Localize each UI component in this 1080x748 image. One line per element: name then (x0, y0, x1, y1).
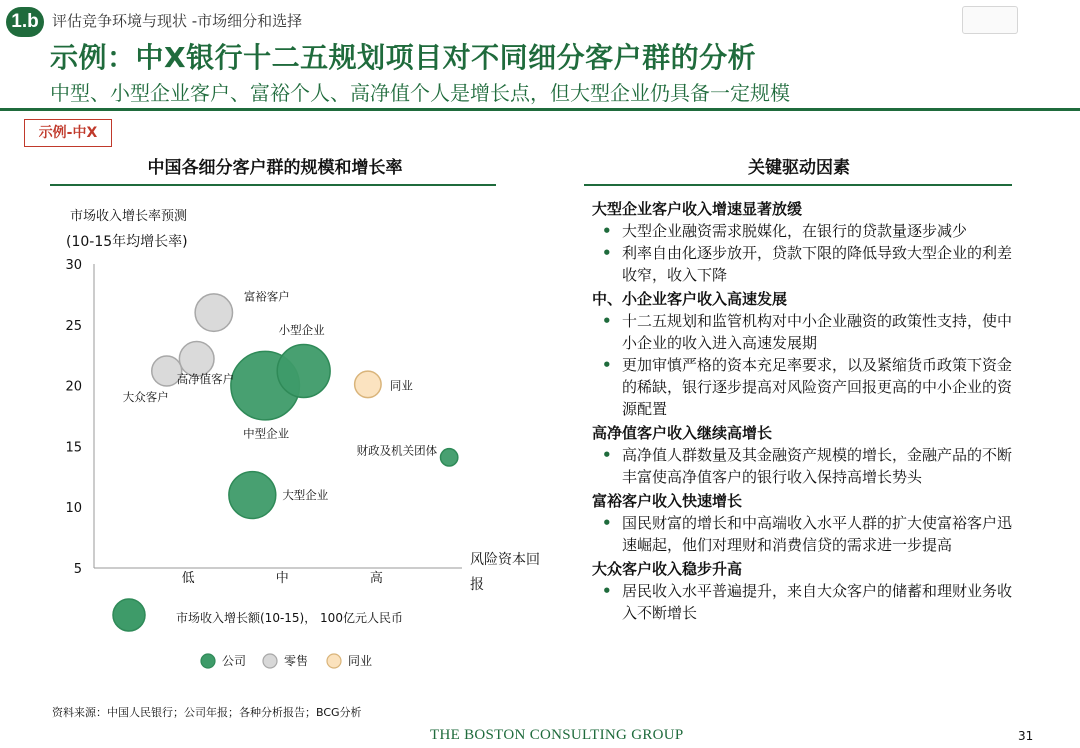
drivers-list (592, 196, 1017, 624)
driver-section-title: 富裕客户收入快速增长 (592, 492, 743, 510)
y-tick-label: 30 (65, 258, 82, 273)
bubble-label: 同业 (389, 378, 413, 393)
x-tick-label: 高 (369, 571, 383, 586)
driver-section-title: 高净值客户收入继续高增长 (592, 424, 773, 442)
bullet-dot-icon: • (602, 446, 612, 464)
legend-swatch (327, 654, 341, 668)
corner-placeholder (962, 6, 1018, 34)
x-tick-label: 低 (181, 571, 195, 586)
legend-swatch (263, 654, 277, 668)
size-legend-label: 市场收入增长额(10-15)， 100亿元人民币 (176, 611, 403, 625)
legend-swatch (201, 654, 215, 668)
bullet-dot-icon: • (602, 244, 612, 262)
bubble-label: 大型企业 (282, 488, 329, 503)
bullet-dot-icon: • (602, 356, 612, 374)
bubble-label: 财政及机关团体 (356, 443, 438, 458)
breadcrumb: 评估竞争环境与现状 -市场细分和选择 (52, 12, 303, 30)
driver-bullet (592, 220, 1017, 242)
bubble-label: 富裕客户 (243, 289, 290, 304)
y-tick-label: 25 (65, 318, 82, 334)
page-number: 31 (1018, 729, 1034, 743)
bubble-label: 小型企业 (278, 323, 325, 338)
driver-section-title: 大型企业客户收入增速显著放缓 (592, 200, 803, 218)
y-axis-label-line2: (10-15年均增长率) (66, 234, 188, 250)
bullet-dot-icon: • (602, 514, 612, 532)
chart-heading-rule (50, 184, 496, 186)
bubble (441, 449, 458, 466)
driver-bullet (592, 354, 1017, 420)
bubble (355, 371, 381, 397)
bubble (195, 294, 232, 331)
driver-bullet (592, 310, 1017, 354)
driver-section-title: 中、小企业客户收入高速发展 (592, 290, 788, 308)
legend-label: 零售 (284, 654, 309, 668)
x-tick-label: 中 (275, 571, 289, 586)
driver-bullet (592, 444, 1017, 488)
driver-bullet-text: 居民收入水平普遍提升，来自大众客户的储蓄和理财业务收入不断增长 (622, 582, 1013, 622)
y-tick-label: 15 (65, 440, 82, 456)
driver-bullet (592, 580, 1017, 624)
source-note: 资料来源：中国人民银行；公司年报；各种分析报告；BCG分析 (52, 706, 362, 719)
header-divider (0, 108, 1080, 111)
driver-bullet (592, 512, 1017, 556)
bubble (277, 345, 330, 398)
drivers-heading-rule (584, 184, 1012, 186)
driver-bullet-text: 更加审慎严格的资本充足率要求，以及紧缩货币政策下资金的稀缺，银行逐步提高对风险资产回报更高的中小企业的资源配置 (622, 356, 1013, 418)
y-axis-label-line1: 市场收入增长率预测 (70, 209, 188, 224)
driver-bullet-text: 大型企业融资需求脱媒化，在银行的贷款量逐步减少 (622, 222, 968, 240)
bullet-dot-icon: • (602, 582, 612, 600)
legend-label: 同业 (348, 654, 373, 668)
section-badge: 1.b (6, 7, 44, 37)
bubble-label: 中型企业 (243, 426, 290, 441)
driver-section-title: 大众客户收入稳步升高 (592, 560, 743, 578)
chart-heading: 中国各细分客户群的规模和增长率 (147, 158, 403, 178)
size-legend-bubble (113, 599, 145, 631)
bubble (229, 472, 276, 519)
driver-bullet-text: 高净值人群数量及其金融资产规模的增长，金融产品的不断丰富使高净值客户的银行收入保持高增长势头 (622, 446, 1013, 486)
y-tick-label: 5 (73, 562, 82, 577)
driver-bullet-text: 国民财富的增长和中高端收入水平人群的扩大使富裕客户迅速崛起，他们对理财和消费信贷的需求进一步提高 (622, 514, 1013, 554)
company-logo: THE BOSTON CONSULTING GROUP (430, 727, 684, 743)
bubble-label: 大众客户 (122, 390, 169, 405)
page-subtitle: 中型、小型企业客户、富裕个人、高净值个人是增长点，但大型企业仍具备一定规模 (50, 81, 790, 105)
driver-bullet (592, 242, 1017, 286)
x-axis-label: 风险资本回报 (470, 552, 540, 593)
drivers-heading: 关键驱动因素 (748, 158, 850, 178)
example-tag: 示例-中X (24, 119, 112, 147)
bubble-label: 高净值客户 (176, 371, 235, 386)
page-title: 示例：中X银行十二五规划项目对不同细分客户群的分析 (50, 41, 757, 74)
legend-label: 公司 (222, 654, 247, 668)
driver-bullet-text: 十二五规划和监管机构对中小企业融资的政策性支持，使中小企业的收入进入高速发展期 (622, 312, 1013, 352)
driver-bullet-text: 利率自由化逐步放开，贷款下限的降低导致大型企业的利差收窄，收入下降 (622, 244, 1013, 284)
y-tick-label: 10 (65, 501, 82, 517)
bullet-dot-icon: • (602, 222, 612, 240)
bullet-dot-icon: • (602, 312, 612, 330)
y-tick-label: 20 (65, 379, 82, 395)
